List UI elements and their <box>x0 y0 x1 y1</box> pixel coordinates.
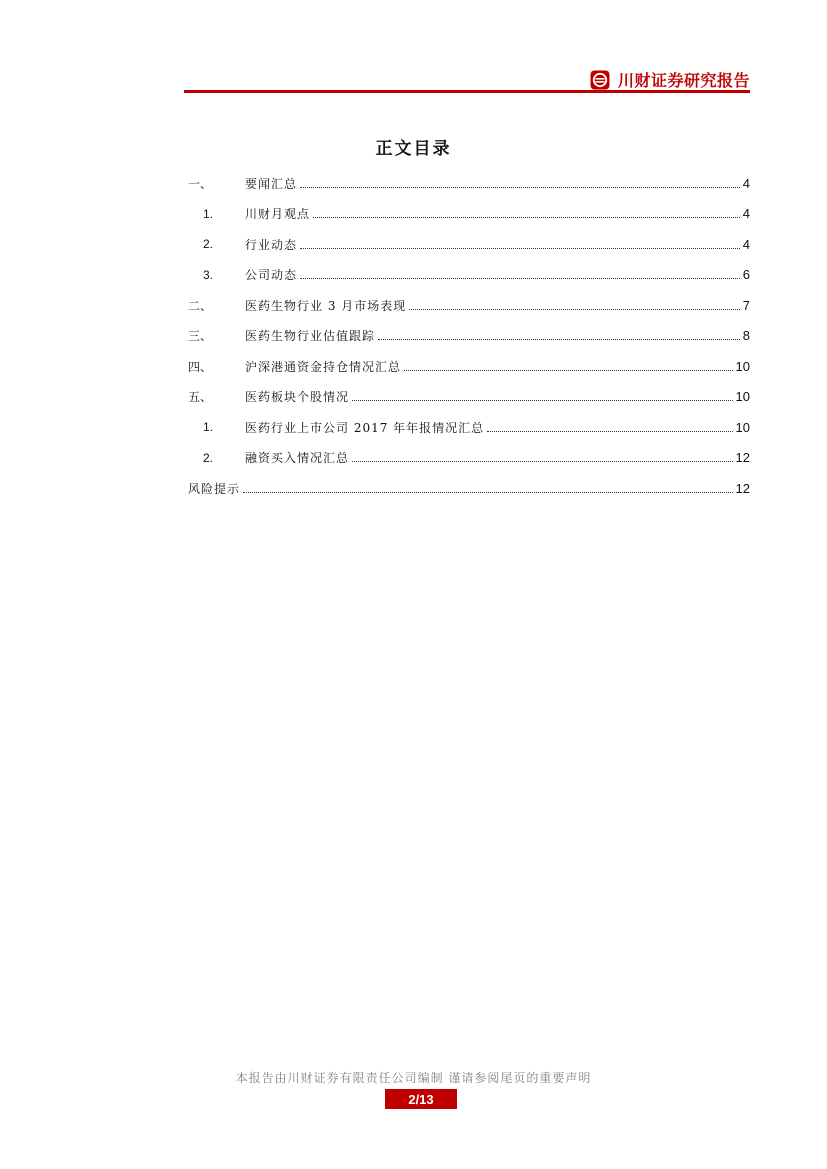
toc-dot-leader <box>352 400 733 401</box>
toc-entry-body <box>245 297 750 314</box>
toc-entry[interactable] <box>188 229 750 260</box>
toc-entry-number: 一、 <box>188 176 213 191</box>
toc-entry-label: 医药板块个股情况 <box>245 390 350 405</box>
toc-entry-number: 三、 <box>188 329 213 344</box>
toc-dot-leader <box>378 339 740 340</box>
toc-entry-body <box>245 205 750 222</box>
toc-entry[interactable] <box>188 199 750 230</box>
toc-dot-leader <box>487 431 732 432</box>
toc-entry-label: 行业动态 <box>245 237 298 252</box>
toc-entry-number: 1. <box>203 420 214 435</box>
footer-disclaimer: 本报告由川财证券有限责任公司编制 谨请参阅尾页的重要声明 <box>235 1071 592 1085</box>
toc-entry-body <box>188 480 750 497</box>
toc-dot-leader <box>409 309 740 310</box>
toc-entry-body <box>245 266 750 283</box>
toc-title: 正文目录 <box>375 139 452 159</box>
toc-entry-label: 公司动态 <box>245 268 298 283</box>
toc-entry-page: 7 <box>742 297 750 313</box>
toc-entry[interactable] <box>188 168 750 199</box>
toc-entry-body <box>245 327 750 344</box>
toc-entry-body <box>245 175 750 192</box>
toc-entry-number: 3. <box>203 267 214 282</box>
toc-entry-body <box>245 449 750 466</box>
brand <box>590 68 750 91</box>
toc-entry-body <box>245 388 750 405</box>
toc-entry-page: 4 <box>742 206 750 222</box>
toc-entry-number: 2. <box>203 237 214 252</box>
brokerage-logo-icon <box>590 70 610 90</box>
toc-entry-label: 融资买入情况汇总 <box>245 451 350 466</box>
toc-entry-label: 要闻汇总 <box>245 176 298 191</box>
toc-dot-leader <box>300 187 740 188</box>
toc-dot-leader <box>404 370 733 371</box>
brand-name: 川财证券研究报告 <box>617 71 750 90</box>
header-divider <box>184 90 750 93</box>
toc-entry-page: 10 <box>735 358 750 374</box>
toc-entry-label: 川财月观点 <box>245 207 311 222</box>
toc-entry-number: 1. <box>203 206 214 221</box>
toc-entry-page: 12 <box>735 480 750 496</box>
toc-entry-label: 沪深港通资金持仓情况汇总 <box>245 359 402 374</box>
toc-entry-number: 五、 <box>188 390 213 405</box>
toc-entry-body <box>245 236 750 253</box>
toc-entry[interactable] <box>188 443 750 474</box>
toc-dot-leader <box>300 248 740 249</box>
toc-dot-leader <box>313 217 740 218</box>
toc-entry-label: 医药行业上市公司 2017 年年报情况汇总 <box>245 420 485 435</box>
toc-entry-page: 4 <box>742 175 750 191</box>
toc-entry-number: 四、 <box>188 359 213 374</box>
toc-entry-page: 12 <box>735 450 750 466</box>
toc-entry[interactable] <box>188 412 750 443</box>
toc-entry[interactable] <box>188 321 750 352</box>
toc-entry[interactable] <box>188 351 750 382</box>
toc-entry-page: 10 <box>735 389 750 405</box>
toc-entry[interactable] <box>188 260 750 291</box>
report-header <box>184 62 750 94</box>
toc-entry-label: 风险提示 <box>188 481 241 496</box>
toc-entry-label: 医药生物行业估值跟踪 <box>245 329 376 344</box>
toc-dot-leader <box>352 461 733 462</box>
toc-entry-page: 4 <box>742 236 750 252</box>
toc-entry-number: 2. <box>203 450 214 465</box>
toc-entry-page: 8 <box>742 328 750 344</box>
toc-entry-page: 6 <box>742 267 750 283</box>
toc-entry-number: 二、 <box>188 298 213 313</box>
toc-entry-body <box>245 358 750 375</box>
toc-entry-page: 10 <box>735 419 750 435</box>
toc-entry-label: 医药生物行业 3 月市场表现 <box>245 298 407 313</box>
toc-entry-body <box>245 419 750 436</box>
toc-dot-leader <box>243 492 733 493</box>
toc-entry[interactable] <box>188 382 750 413</box>
toc-dot-leader <box>300 278 740 279</box>
toc-entry[interactable] <box>188 473 750 504</box>
table-of-contents <box>188 168 750 504</box>
page-number-badge: 2/13 <box>385 1089 457 1109</box>
toc-entry[interactable] <box>188 290 750 321</box>
